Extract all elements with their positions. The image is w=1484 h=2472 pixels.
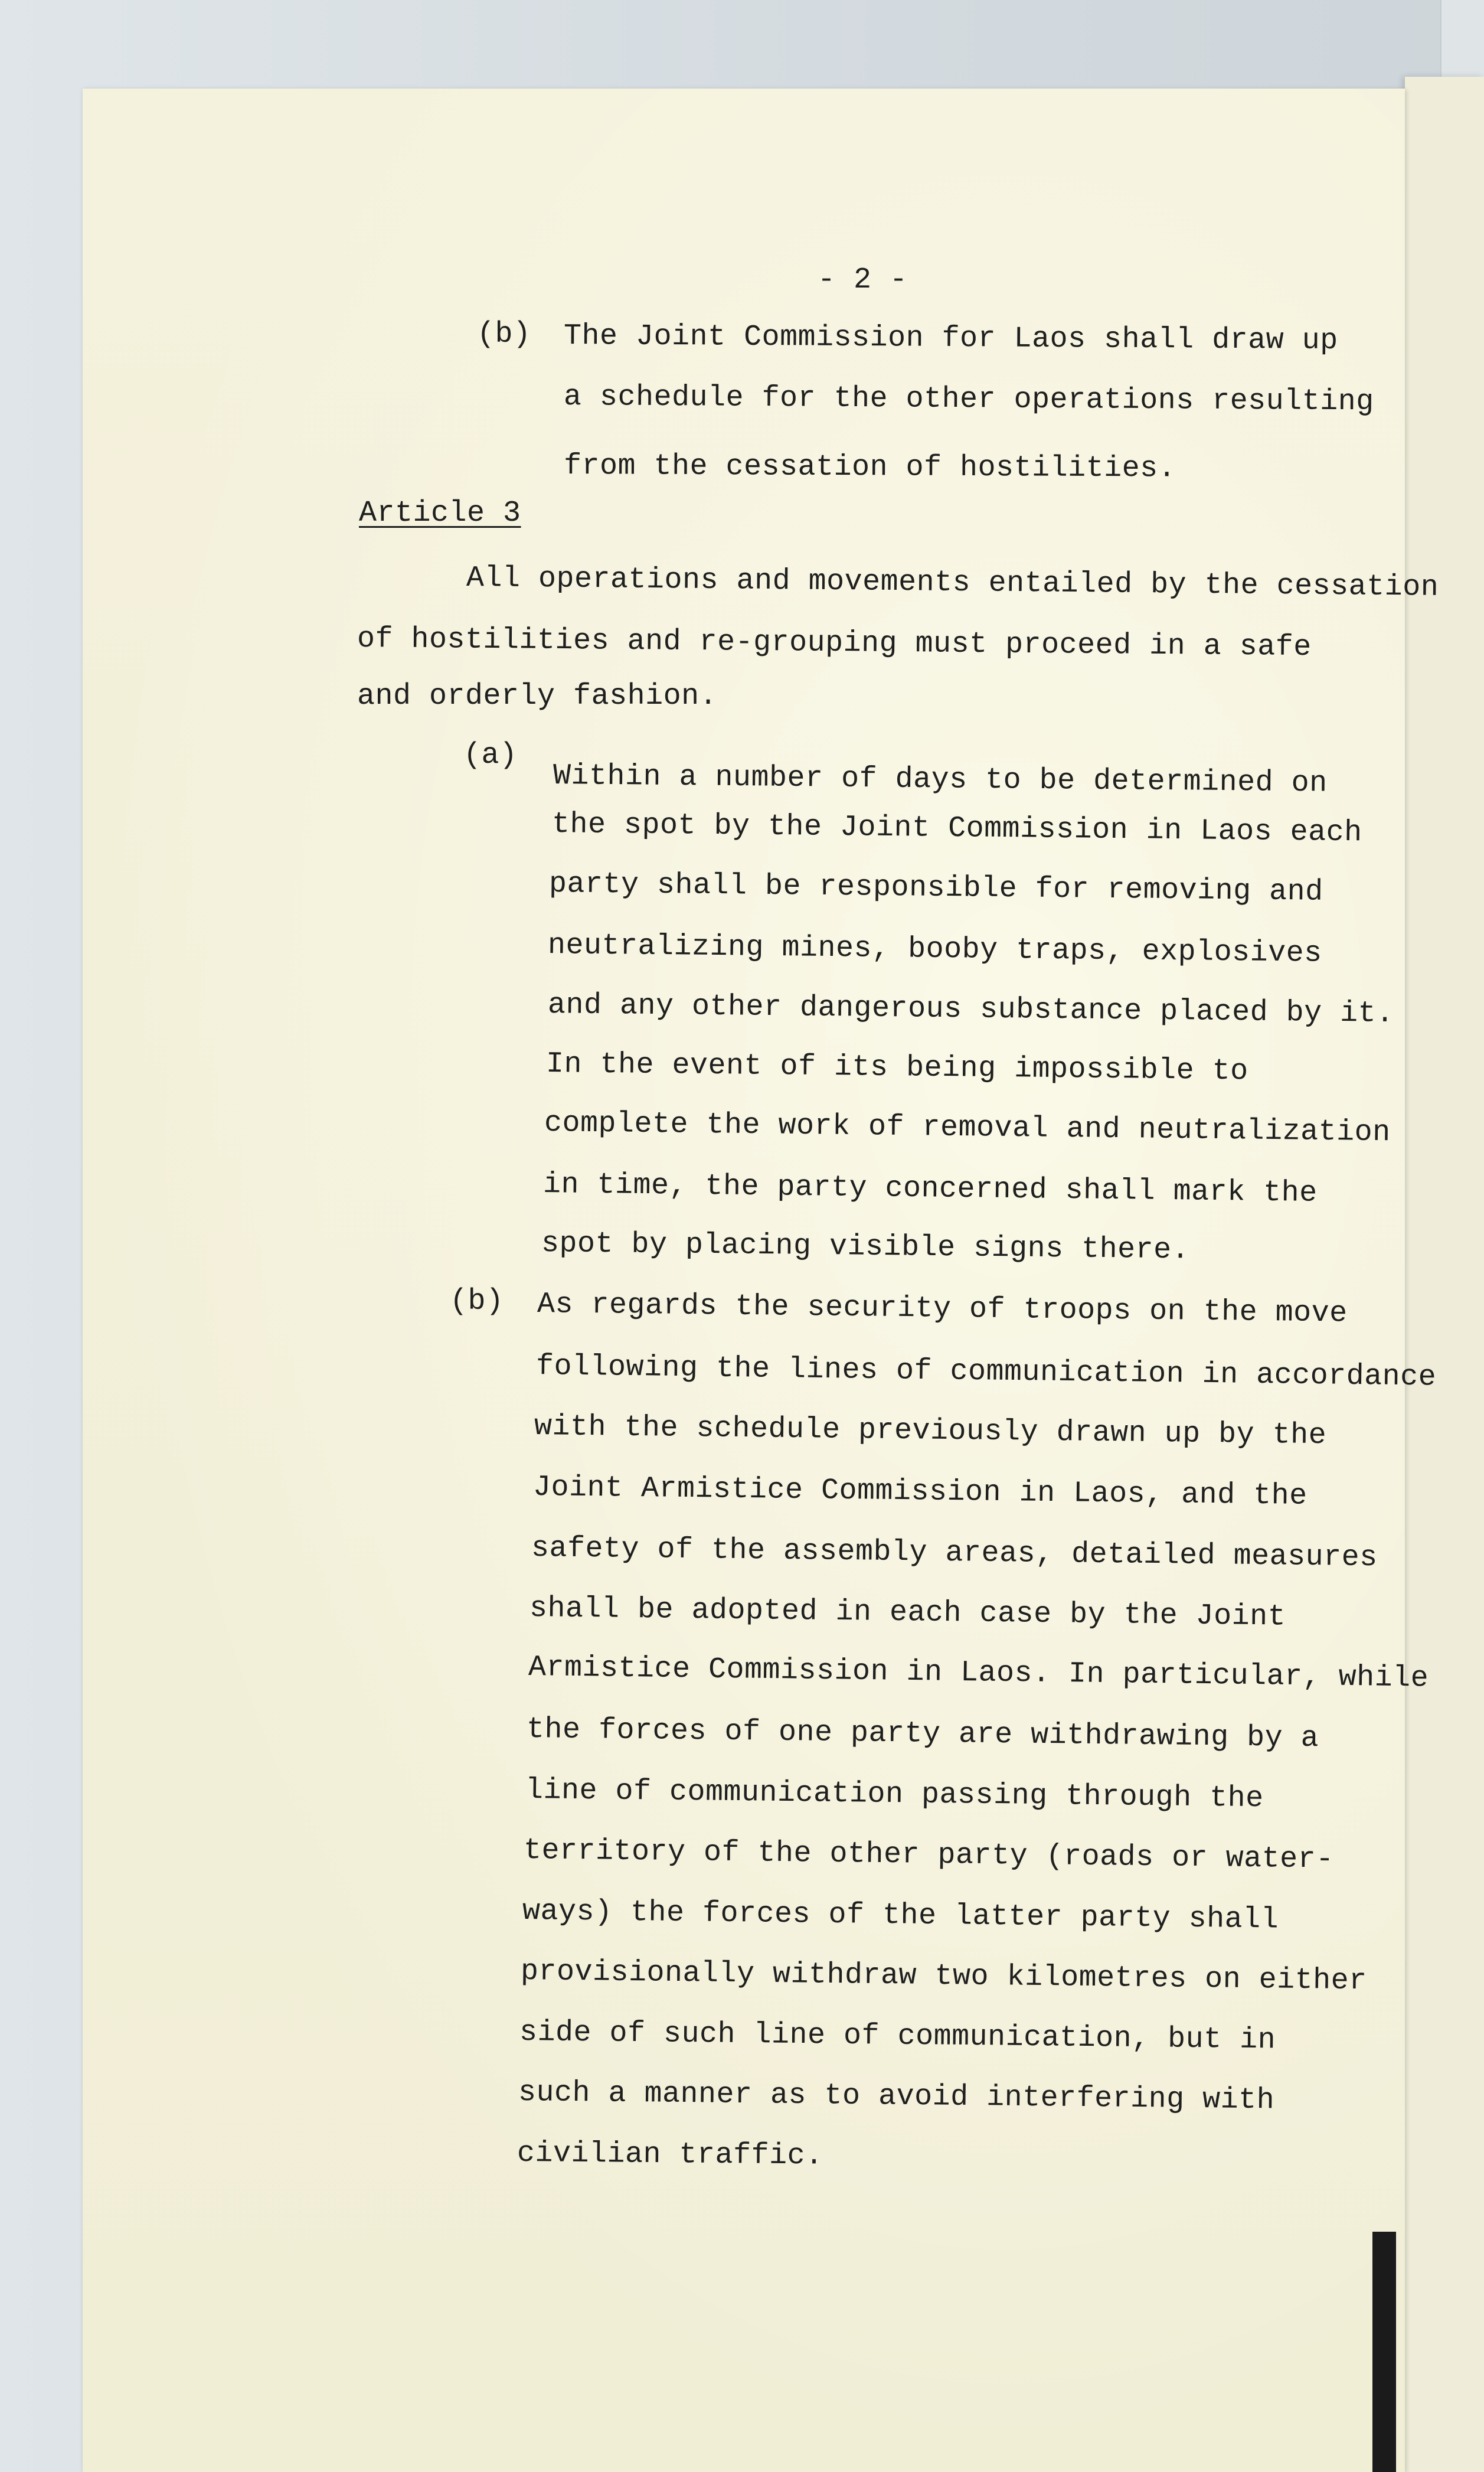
text-line: In the event of its being impossible to — [545, 1047, 1248, 1089]
text-line: a schedule for the other operations resulting — [563, 380, 1374, 419]
text-line: Armistice Commission in Laos. In particular, while — [528, 1651, 1429, 1696]
text-line: Joint Armistice Commission in Laos, and the — [532, 1471, 1308, 1513]
text-line: of hostilities and re-grouping must proceed in a safe — [357, 622, 1312, 665]
text-line: safety of the assembly areas, detailed measures — [531, 1531, 1378, 1575]
text-line: following the lines of communication in accordance — [535, 1350, 1437, 1395]
text-line: civilian traffic. — [517, 2137, 823, 2173]
text-line: line of communication passing through the — [525, 1774, 1264, 1816]
text-line: and any other dangerous substance placed by it. — [547, 988, 1394, 1031]
text-line: and orderly fashion. — [357, 680, 718, 713]
item-label: (b) — [450, 1285, 504, 1318]
text-line: with the schedule previously drawn up by the — [534, 1410, 1327, 1453]
page-number: - 2 - — [818, 263, 908, 297]
adjacent-page-edge — [1405, 77, 1484, 2472]
text-line: spot by placing visible signs there. — [541, 1227, 1190, 1268]
text-line: in time, the party concerned shall mark the — [542, 1168, 1318, 1210]
text-line: the spot by the Joint Commission in Laos each — [551, 808, 1362, 850]
text-line: the forces of one party are withdrawing by a — [526, 1713, 1319, 1756]
text-line: Within a number of days to be determined on — [553, 759, 1328, 801]
text-line: territory of the other party (roads or water- — [523, 1834, 1334, 1877]
item-label: (a) — [463, 739, 518, 772]
text-line: neutralizing mines, booby traps, explosives — [547, 929, 1322, 971]
text-line: provisionally withdraw two kilometres on either — [520, 1955, 1367, 1999]
text-line: such a manner as to avoid interfering with — [518, 2076, 1275, 2118]
item-label: (b) — [477, 318, 531, 351]
text-line: from the cessation of hostilities. — [563, 449, 1176, 486]
text-line: As regards the security of troops on the move — [537, 1288, 1348, 1331]
article-heading: Article 3 — [359, 497, 521, 530]
scan-dark-edge — [1372, 2232, 1396, 2472]
text-line: shall be adopted in each case by the Joint — [529, 1592, 1286, 1634]
text-line: party shall be responsible for removing and — [548, 867, 1323, 909]
text-line: complete the work of removal and neutralization — [544, 1106, 1391, 1150]
text-line: The Joint Commission for Laos shall draw up — [563, 319, 1338, 358]
text-line: All operations and movements entailed by the cessation — [466, 561, 1439, 605]
text-line: ways) the forces of the latter party shall — [522, 1895, 1279, 1937]
text-line: side of such line of communication, but in — [519, 2016, 1276, 2058]
